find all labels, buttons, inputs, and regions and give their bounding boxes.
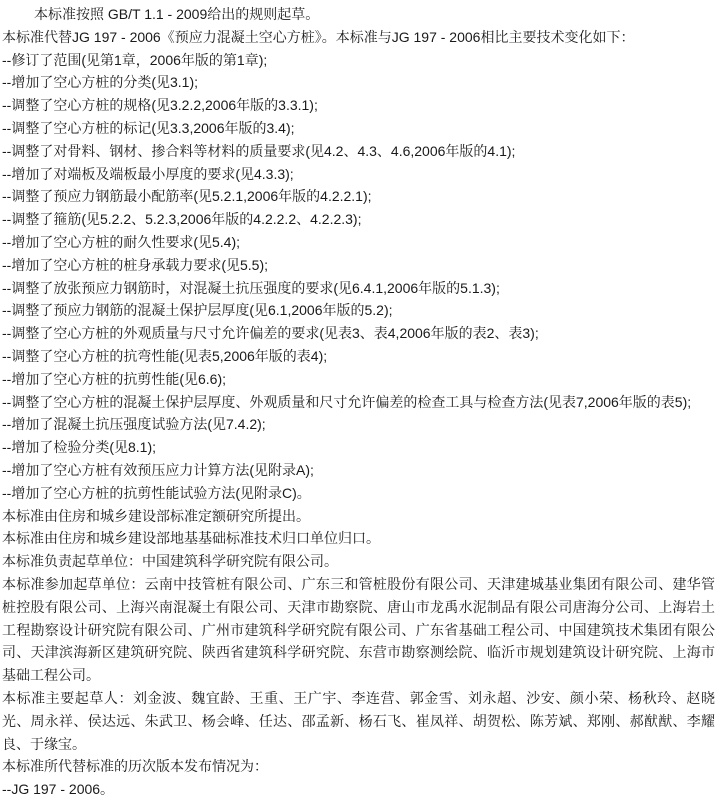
paragraph-line: --增加了对端板及端板最小厚度的要求(见4.3.3); [2,165,294,182]
paragraph-line: 本标准主要起草人：刘金波、魏宜龄、王重、王广宇、李连营、郭金雪、刘永超、沙安、颜小荣、杨秋玲、赵晓光、周永祥、侯达远、朱武卫、杨会峰、任达、邵孟新、杨石飞、崔凤祥、胡贺松、陈芳斌、郑刚、郝猷猷、李耀良、于缘宝。 [2,689,715,752]
paragraph-line: 本标准由住房和城乡建设部标准定额研究所提出。 [2,507,310,524]
paragraph-line: --增加了检验分类(见8.1); [2,439,156,456]
paragraph-line: 本标准所代替标准的历次版本发布情况为： [2,758,268,775]
paragraph-line: --增加了空心方桩的抗剪性能(见6.6); [2,370,226,387]
paragraph-line: 本标准由住房和城乡建设部地基基础标准技术归口单位归口。 [2,530,380,547]
paragraph-line: --调整了放张预应力钢筋时，对混凝土抗压强度的要求(见6.4.1,2006年版的5.1.3); [2,279,500,296]
paragraph-line: --增加了空心方桩的抗剪性能试验方法(见附录C)。 [2,484,311,501]
paragraph-line: --调整了预应力钢筋的混凝土保护层厚度(见6.1,2006年版的5.2); [2,302,393,319]
paragraph-line: --调整了空心方桩的规格(见3.2.2,2006年版的3.3.1); [2,97,318,114]
paragraph-line: --调整了对骨料、钢材、掺合料等材料的质量要求(见4.2、4.3、4.6,2006年版的4.1); [2,142,516,159]
paragraph-line: --修订了范围(见第1章，2006年版的第1章); [2,51,268,68]
paragraph-line: --调整了空心方桩的抗弯性能(见表5,2006年版的表4); [2,347,328,364]
paragraph-line: --调整了空心方桩的标记(见3.3,2006年版的3.4); [2,119,295,136]
paragraph-line: --增加了混凝土抗压强度试验方法(见7.4.2); [2,416,266,433]
standard-foreword-text [2,3,715,801]
paragraph-line: --调整了箍筋(见5.2.2、5.2.3,2006年版的4.2.2.2、4.2.2.3); [2,211,362,228]
paragraph-line: --调整了预应力钢筋最小配筋率(见5.2.1,2006年版的4.2.2.1); [2,188,372,205]
paragraph-line: --增加了空心方桩有效预压应力计算方法(见附录A); [2,461,314,478]
paragraph-line: --调整了空心方桩的外观质量与尺寸允许偏差的要求(见表3、表4,2006年版的表2、表3); [2,325,539,342]
paragraph-line: 本标准代替JG 197 - 2006《预应力混凝土空心方桩》。本标准与JG 197 - 2006相比主要技术变化如下： [2,28,635,45]
paragraph-line: 本标准参加起草单位：云南中技管桩有限公司、广东三和管桩股份有限公司、天津建城基业集团有限公司、建华管桩控股有限公司、上海兴南混凝土有限公司、天津市勘察院、唐山市龙禹水泥制品有限公司唐海分公司、上海岩土工程勘察设计研究院有限公司、广州市建筑科学研究院有限公司、广东省基础工程公司、中国建筑技术集团有限公司、天津滨海新区建筑研究院、陕西省建筑科学研究院、东营市勘察测绘院、临沂市规划建筑设计研究院、上海市基础工程公司。 [2,575,715,684]
paragraph-line: 本标准按照 GB/T 1.1 - 2009给出的规则起草。 [34,6,320,22]
paragraph-line: --调整了空心方桩的混凝土保护层厚度、外观质量和尺寸允许偏差的检查工具与检查方法(见表7,2006年版的表5); [2,393,692,410]
paragraph-line: --增加了空心方桩的耐久性要求(见5.4); [2,233,240,250]
paragraph-line: --增加了空心方桩的桩身承载力要求(见5.5); [2,256,268,273]
paragraph-line: 本标准负责起草单位：中国建筑科学研究院有限公司。 [2,553,338,570]
paragraph-line: --增加了空心方桩的分类(见3.1); [2,74,198,91]
paragraph-line: --JG 197 - 2006。 [2,781,115,798]
